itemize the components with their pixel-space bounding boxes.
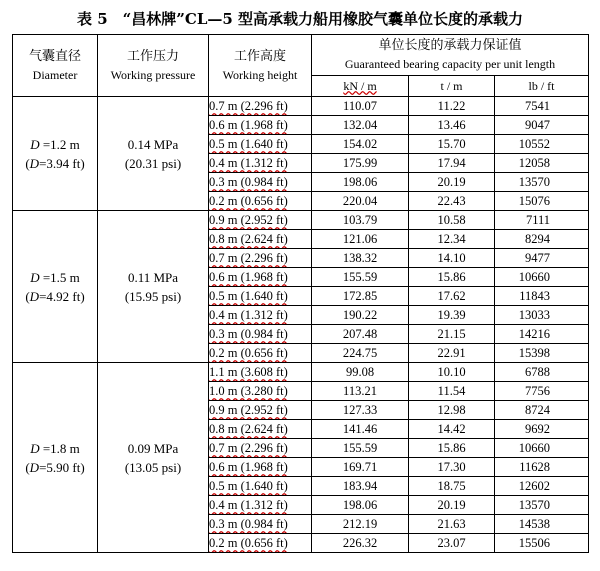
working-height-cell: 0.9 m (2.952 ft) <box>209 401 312 420</box>
capacity-lb-cell: 10660 <box>495 268 589 287</box>
working-height-cell: 0.9 m (2.952 ft) <box>209 211 312 230</box>
table-row <box>13 211 589 230</box>
working-height-cell: 0.2 m (0.656 ft) <box>209 192 312 211</box>
working-height-cell: 0.4 m (1.312 ft) <box>209 306 312 325</box>
working-height-cell: 0.8 m (2.624 ft) <box>209 230 312 249</box>
capacity-kn-cell: 155.59 <box>312 268 409 287</box>
capacity-kn-cell: 141.46 <box>312 420 409 439</box>
capacity-kn-cell: 110.07 <box>312 97 409 116</box>
capacity-kn-cell: 190.22 <box>312 306 409 325</box>
working-height-cell: 0.8 m (2.624 ft) <box>209 420 312 439</box>
working-height-cell: 0.7 m (2.296 ft) <box>209 249 312 268</box>
pressure-header: 工作压力 Working pressure <box>98 35 209 97</box>
working-height-cell: 0.3 m (0.984 ft) <box>209 173 312 192</box>
capacity-t-cell: 13.46 <box>409 116 495 135</box>
capacity-lb-cell: 12602 <box>495 477 589 496</box>
header-row <box>13 35 589 76</box>
capacity-kn-cell: 183.94 <box>312 477 409 496</box>
working-height-cell: 0.2 m (0.656 ft) <box>209 534 312 553</box>
capacity-lb-cell: 11843 <box>495 287 589 306</box>
working-height-cell: 0.5 m (1.640 ft) <box>209 287 312 306</box>
capacity-lb-cell: 8724 <box>495 401 589 420</box>
capacity-lb-cell: 7541 <box>495 97 589 116</box>
capacity-lb-cell: 8294 <box>495 230 589 249</box>
capacity-table <box>12 34 589 553</box>
diameter-header: 气囊直径 Diameter <box>13 35 98 97</box>
table-row <box>13 363 589 382</box>
table-body <box>13 35 589 553</box>
working-height-cell: 0.5 m (1.640 ft) <box>209 135 312 154</box>
capacity-kn-cell: 175.99 <box>312 154 409 173</box>
capacity-lb-cell: 12058 <box>495 154 589 173</box>
capacity-kn-cell: 155.59 <box>312 439 409 458</box>
capacity-t-cell: 22.43 <box>409 192 495 211</box>
capacity-t-cell: 23.07 <box>409 534 495 553</box>
capacity-header: 单位长度的承载力保证值 Guaranteed bearing capacity per unit length <box>312 35 589 76</box>
capacity-lb-cell: 10552 <box>495 135 589 154</box>
capacity-lb-cell: 13570 <box>495 496 589 515</box>
capacity-lb-cell: 13033 <box>495 306 589 325</box>
capacity-kn-cell: 207.48 <box>312 325 409 344</box>
unit-lb-header: lb / ft <box>495 76 589 97</box>
height-header: 工作高度 Working height <box>209 35 312 97</box>
capacity-t-cell: 22.91 <box>409 344 495 363</box>
table-title: 表 5 “昌林牌”CL—5 型高承载力船用橡胶气囊单位长度的承载力 <box>76 10 524 28</box>
capacity-t-cell: 20.19 <box>409 173 495 192</box>
capacity-t-cell: 11.22 <box>409 97 495 116</box>
working-height-cell: 0.7 m (2.296 ft) <box>209 439 312 458</box>
capacity-lb-cell: 9692 <box>495 420 589 439</box>
capacity-kn-cell: 121.06 <box>312 230 409 249</box>
capacity-t-cell: 15.70 <box>409 135 495 154</box>
capacity-t-cell: 14.10 <box>409 249 495 268</box>
capacity-t-cell: 12.34 <box>409 230 495 249</box>
diameter-cell: D =1.8 m (D=5.90 ft) <box>13 363 98 553</box>
capacity-kn-cell: 220.04 <box>312 192 409 211</box>
diameter-cell: D =1.2 m (D=3.94 ft) <box>13 97 98 211</box>
working-height-cell: 0.5 m (1.640 ft) <box>209 477 312 496</box>
capacity-t-cell: 20.19 <box>409 496 495 515</box>
capacity-t-cell: 17.62 <box>409 287 495 306</box>
capacity-kn-cell: 169.71 <box>312 458 409 477</box>
capacity-kn-cell: 99.08 <box>312 363 409 382</box>
working-height-cell: 0.2 m (0.656 ft) <box>209 344 312 363</box>
capacity-lb-cell: 9477 <box>495 249 589 268</box>
capacity-t-cell: 12.98 <box>409 401 495 420</box>
capacity-lb-cell: 15076 <box>495 192 589 211</box>
capacity-lb-cell: 11628 <box>495 458 589 477</box>
working-height-cell: 0.4 m (1.312 ft) <box>209 154 312 173</box>
capacity-kn-cell: 113.21 <box>312 382 409 401</box>
capacity-t-cell: 18.75 <box>409 477 495 496</box>
working-height-cell: 0.7 m (2.296 ft) <box>209 97 312 116</box>
diameter-cell: D =1.5 m (D=4.92 ft) <box>13 211 98 363</box>
capacity-lb-cell: 14538 <box>495 515 589 534</box>
capacity-kn-cell: 198.06 <box>312 173 409 192</box>
working-height-cell: 0.6 m (1.968 ft) <box>209 268 312 287</box>
working-height-cell: 1.1 m (3.608 ft) <box>209 363 312 382</box>
pressure-cell: 0.14 MPa (20.31 psi) <box>98 97 209 211</box>
capacity-t-cell: 21.15 <box>409 325 495 344</box>
capacity-kn-cell: 212.19 <box>312 515 409 534</box>
capacity-lb-cell: 15506 <box>495 534 589 553</box>
capacity-t-cell: 21.63 <box>409 515 495 534</box>
working-height-cell: 0.6 m (1.968 ft) <box>209 458 312 477</box>
capacity-kn-cell: 172.85 <box>312 287 409 306</box>
capacity-t-cell: 15.86 <box>409 439 495 458</box>
working-height-cell: 0.3 m (0.984 ft) <box>209 325 312 344</box>
capacity-lb-cell: 13570 <box>495 173 589 192</box>
capacity-lb-cell: 15398 <box>495 344 589 363</box>
capacity-lb-cell: 9047 <box>495 116 589 135</box>
capacity-kn-cell: 198.06 <box>312 496 409 515</box>
working-height-cell: 0.3 m (0.984 ft) <box>209 515 312 534</box>
capacity-lb-cell: 6788 <box>495 363 589 382</box>
unit-kn-header: kN / m <box>312 76 409 97</box>
capacity-kn-cell: 226.32 <box>312 534 409 553</box>
capacity-t-cell: 17.30 <box>409 458 495 477</box>
capacity-kn-cell: 138.32 <box>312 249 409 268</box>
capacity-lb-cell: 10660 <box>495 439 589 458</box>
pressure-cell: 0.11 MPa (15.95 psi) <box>98 211 209 363</box>
capacity-kn-cell: 132.04 <box>312 116 409 135</box>
working-height-cell: 0.6 m (1.968 ft) <box>209 116 312 135</box>
capacity-t-cell: 11.54 <box>409 382 495 401</box>
capacity-kn-cell: 154.02 <box>312 135 409 154</box>
capacity-t-cell: 14.42 <box>409 420 495 439</box>
pressure-cell: 0.09 MPa (13.05 psi) <box>98 363 209 553</box>
capacity-kn-cell: 127.33 <box>312 401 409 420</box>
capacity-lb-cell: 14216 <box>495 325 589 344</box>
table-row <box>13 97 589 116</box>
capacity-t-cell: 19.39 <box>409 306 495 325</box>
working-height-cell: 0.4 m (1.312 ft) <box>209 496 312 515</box>
capacity-t-cell: 10.58 <box>409 211 495 230</box>
capacity-kn-cell: 103.79 <box>312 211 409 230</box>
capacity-t-cell: 17.94 <box>409 154 495 173</box>
unit-t-header: t / m <box>409 76 495 97</box>
capacity-t-cell: 15.86 <box>409 268 495 287</box>
working-height-cell: 1.0 m (3.280 ft) <box>209 382 312 401</box>
capacity-kn-cell: 224.75 <box>312 344 409 363</box>
capacity-t-cell: 10.10 <box>409 363 495 382</box>
capacity-lb-cell: 7756 <box>495 382 589 401</box>
capacity-lb-cell: 7111 <box>495 211 589 230</box>
